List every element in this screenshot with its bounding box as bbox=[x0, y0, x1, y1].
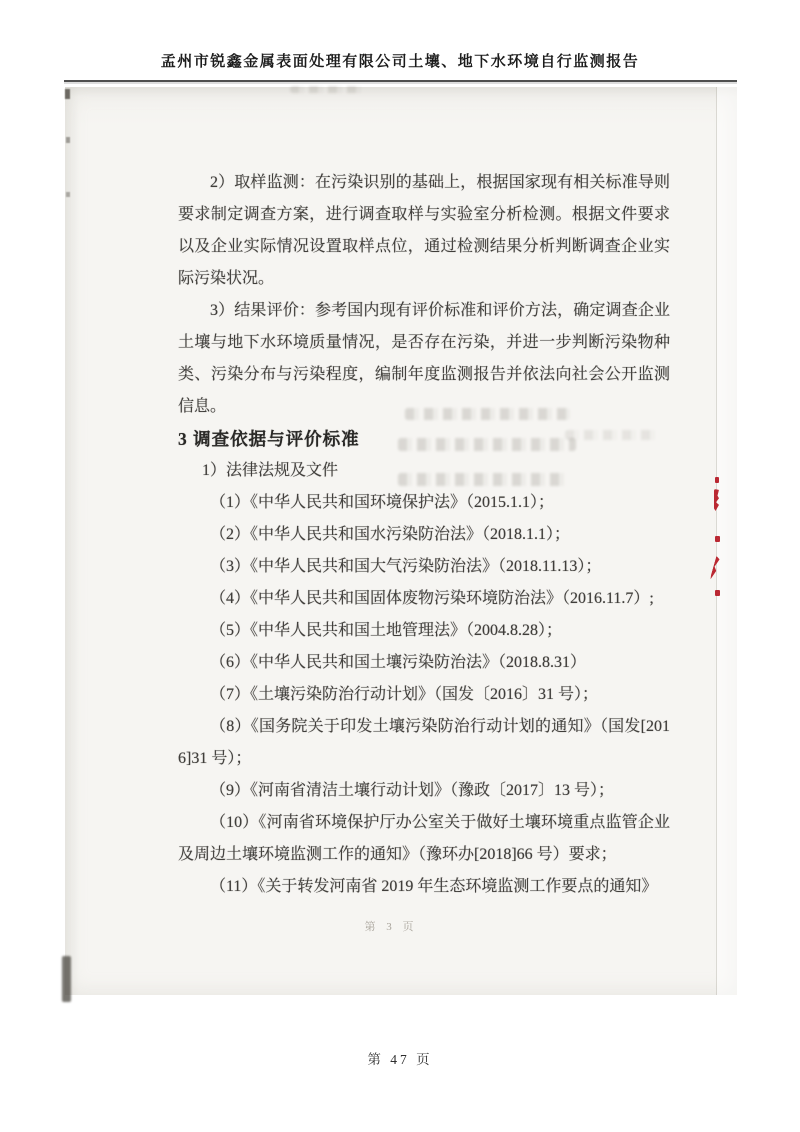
bleedthrough-smudge bbox=[398, 438, 576, 451]
regulation-item: （9）《河南省清洁土壤行动计划》（豫政〔2017〕13 号）； bbox=[210, 782, 615, 799]
scan-edge-artifact bbox=[62, 956, 71, 1002]
regulation-item: （4）《中华人民共和国固体废物污染环境防治法》（2016.11.7）; bbox=[210, 590, 654, 607]
scan-edge-artifact bbox=[66, 137, 70, 143]
scan-edge-artifact bbox=[717, 87, 737, 995]
paragraph: 3）结果评价：参考国内现有评价标准和评价方法，确定调查企业土壤与地下水环境质量情况，是否存在污染，并进一步判断污染物种类、污染分布与污染程度，编制年度监测报告并依法向社会公开监测信息。 bbox=[178, 302, 670, 415]
stamp-mark bbox=[715, 477, 719, 483]
regulation-item: （2）《中华人民共和国水污染防治法》（2018.1.1）； bbox=[210, 526, 571, 543]
paragraph: 2）取样监测：在污染识别的基础上，根据国家现有相关标准导则要求制定调查方案，进行调查取样与实验室分析检测。根据文件要求以及企业实际情况设置取样点位，通过检测结果分析判断调查企业实际污染状况。 bbox=[178, 174, 670, 287]
scanned-page bbox=[65, 87, 737, 995]
regulation-item: （10）《河南省环境保护厅办公室关于做好土壤环境重点监管企业及周边土壤环境监测工作的通知》（豫环办[2018]66 号）要求； bbox=[178, 814, 670, 863]
header-rule bbox=[64, 80, 737, 82]
bleedthrough-smudge bbox=[405, 408, 570, 420]
regulation-item: （11）《关于转发河南省 2019 年生态环境监测工作要点的通知》 bbox=[210, 878, 658, 895]
stamp-mark bbox=[715, 590, 720, 596]
bleedthrough-smudge bbox=[398, 473, 568, 486]
scan-edge-artifact bbox=[65, 89, 70, 99]
regulation-item: （5）《中华人民共和国土地管理法》（2004.8.28）； bbox=[210, 622, 563, 639]
section-heading: 3 调查依据与评价标准 bbox=[178, 429, 360, 449]
page-number: 第 47 页 bbox=[367, 1052, 433, 1067]
regulation-item: （3）《中华人民共和国大气污染防治法》（2018.11.13）； bbox=[210, 558, 602, 575]
subsection-label: 1）法律法规及文件 bbox=[202, 462, 339, 479]
regulation-item: （1）《中华人民共和国环境保护法》（2015.1.1）； bbox=[210, 494, 555, 511]
report-header-title: 孟州市锐鑫金属表面处理有限公司土壤、地下水环境自行监测报告 bbox=[160, 54, 640, 70]
scan-edge-artifact bbox=[66, 192, 70, 197]
stamp-mark bbox=[715, 536, 720, 542]
regulation-item: （7）《土壤污染防治行动计划》（国发〔2016〕31 号）； bbox=[210, 686, 599, 703]
regulation-item: （6）《中华人民共和国土壤污染防治法》（2018.8.31） bbox=[210, 654, 587, 671]
regulation-item: （8）《国务院关于印发土壤污染防治行动计划的通知》（国发[2016]31 号）； bbox=[178, 718, 670, 767]
scan-noise-streak bbox=[290, 86, 362, 93]
document-body bbox=[178, 167, 670, 903]
bleedthrough-smudge bbox=[565, 430, 657, 440]
scan-page-number: 第 3 页 bbox=[364, 921, 418, 933]
